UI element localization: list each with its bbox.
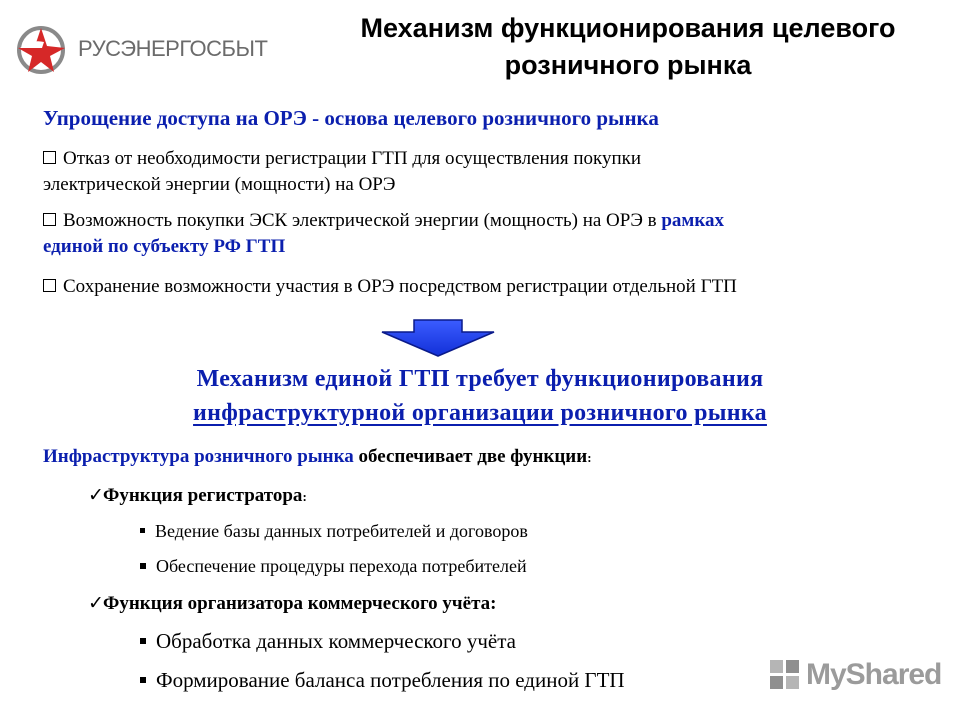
checkbox-bullet-icon — [43, 213, 56, 226]
page-title-line-2: розничного рынка — [504, 50, 752, 80]
bullet-item — [43, 274, 923, 300]
mechanism-heading-line-2: инфраструктурной организации розничного рынка — [193, 400, 767, 426]
list-item — [140, 521, 528, 542]
company-logo — [14, 22, 268, 78]
section-subtitle: Упрощение доступа на ОРЭ - основа целевого розничного рынка — [43, 106, 659, 130]
page-title — [296, 10, 960, 84]
watermark-text: MyShared — [806, 658, 942, 691]
infrastructure-colon: : — [587, 450, 592, 465]
list-item — [140, 629, 516, 654]
function-title: Функция организатора коммерческого учёта: — [103, 593, 497, 614]
function-metering-organizer — [88, 592, 496, 615]
infrastructure-label: Инфраструктура розничного рынка — [43, 446, 354, 467]
list-item-text: Обеспечение процедуры перехода потребителей — [156, 556, 527, 576]
checkmark-icon: ✓ — [88, 485, 104, 506]
infrastructure-statement — [43, 446, 592, 468]
page-title-line-1: Механизм функционирования целевого — [360, 13, 896, 43]
function-title: Функция регистратора — [103, 485, 303, 506]
list-item-text: Ведение базы данных потребителей и договоров — [155, 521, 528, 541]
bullet-text: Возможность покупки ЭСК электрической энергии (мощность) на ОРЭ в — [63, 210, 662, 231]
checkbox-bullet-icon — [43, 279, 56, 292]
checkmark-icon: ✓ — [88, 593, 104, 614]
function-colon: : — [302, 489, 307, 504]
myshared-logo-icon — [768, 658, 802, 692]
bullet-highlight: рамках — [661, 210, 725, 231]
bullet-highlight-continued: единой по субъекту РФ ГТП — [43, 236, 286, 257]
myshared-watermark — [768, 656, 942, 696]
list-item — [140, 556, 527, 577]
square-bullet-icon — [140, 638, 146, 644]
infrastructure-text: обеспечивает две функции — [353, 446, 588, 467]
bullet-text-continued: электрической энергии (мощности) на ОРЭ — [43, 174, 396, 195]
list-item-text: Формирование баланса потребления по единой ГТП — [156, 668, 625, 692]
square-bullet-icon — [140, 528, 145, 533]
checkbox-bullet-icon — [43, 151, 56, 164]
function-registrar — [88, 484, 307, 507]
list-item — [140, 668, 625, 693]
company-name: РУСЭНЕРГОСБЫТ — [78, 36, 268, 61]
bullet-text: Сохранение возможности участия в ОРЭ посредством регистрации отдельной ГТП — [63, 276, 737, 297]
mechanism-heading-underlined — [60, 400, 900, 427]
square-bullet-icon — [140, 563, 146, 569]
mechanism-heading: Механизм единой ГТП требует функционирования — [196, 366, 764, 392]
square-bullet-icon — [140, 677, 146, 683]
rusenergosbyt-logo-icon — [14, 22, 72, 78]
down-arrow-icon — [378, 318, 498, 358]
bullet-item — [43, 208, 923, 260]
bullet-text: Отказ от необходимости регистрации ГТП для осуществления покупки — [63, 148, 642, 169]
bullet-item — [43, 146, 923, 198]
list-item-text: Обработка данных коммерческого учёта — [156, 629, 517, 653]
